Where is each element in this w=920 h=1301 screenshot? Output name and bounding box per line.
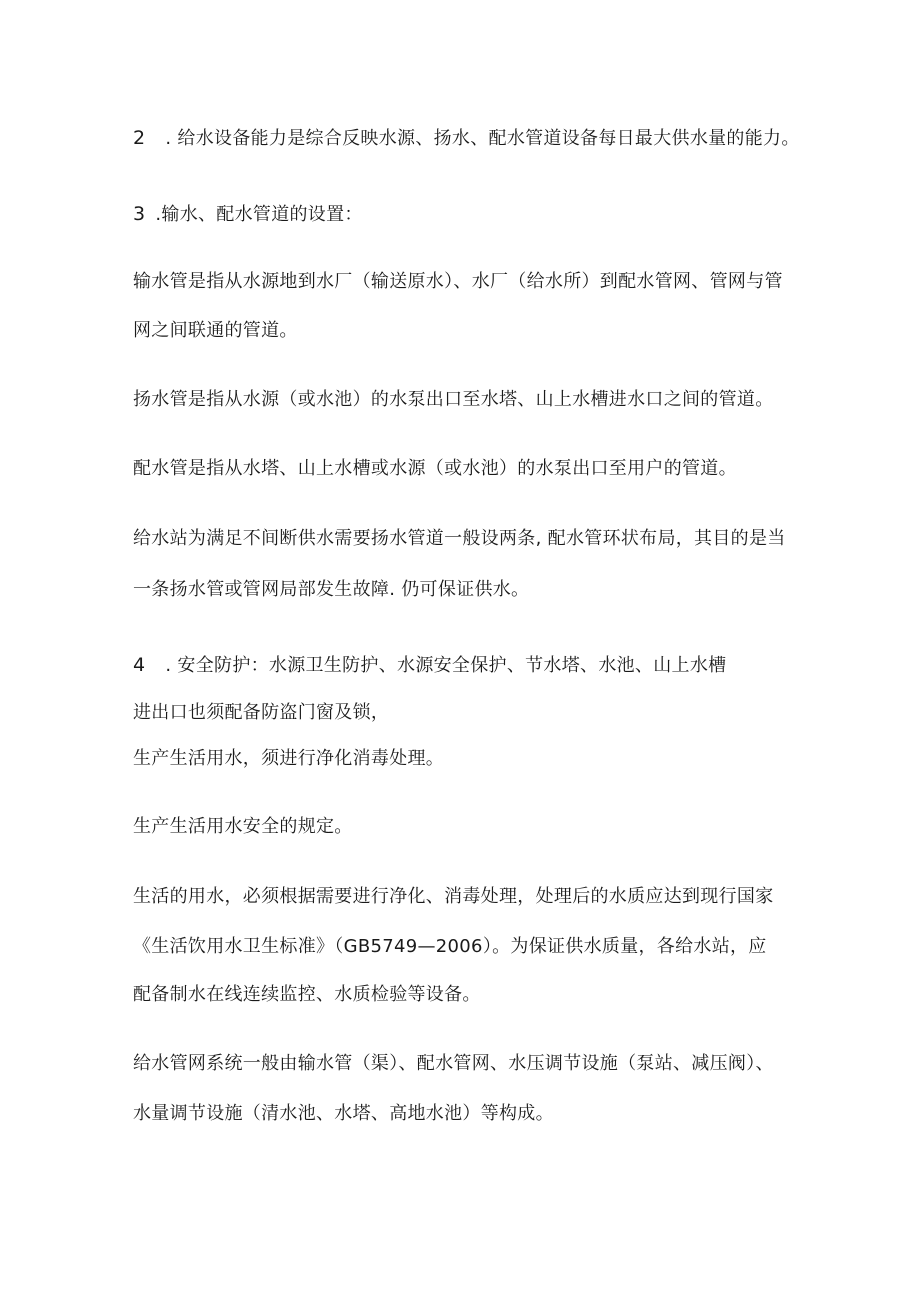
living-water-line-1: 生活的用水，必须根据需要进行净化、消毒处理，处理后的水质应达到现行国家 — [133, 886, 774, 907]
item-2-text: . 给水设备能力是综合反映水源、扬水、配水管道设备每日最大供水量的能力。 — [165, 128, 800, 149]
regulation-title: 生产生活用水安全的规定。 — [133, 816, 353, 837]
network-system-line-2: 水量调节设施（清水池、水塔、高地水池）等构成。 — [133, 1103, 554, 1124]
item-3-number: 3 — [133, 203, 146, 225]
item-2-number: 2 — [133, 127, 146, 149]
item-4-line-1 — [133, 653, 726, 678]
item-4-line-2: 进出口也须配备防盗门窗及锁， — [133, 702, 390, 723]
item-4-number: 4 — [133, 654, 146, 676]
item-3-heading — [133, 202, 363, 227]
distribution-pipe-paragraph: 配水管是指从水塔、山上水槽或水源（或水池）的水泵出口至用户的管道。 — [133, 458, 737, 479]
item-3-text: .输水、配水管道的设置： — [155, 204, 363, 225]
item-2-paragraph — [133, 126, 800, 151]
water-station-line-2: 一条扬水管或管网局部发生故障. 仍可保证供水。 — [133, 579, 530, 600]
lift-pipe-paragraph: 扬水管是指从水源（或水池）的水泵出口至水塔、山上水槽进水口之间的管道。 — [133, 389, 774, 410]
transmission-pipe-line-2: 网之间联通的管道。 — [133, 320, 298, 341]
water-station-line-1: 给水站为满足不间断供水需要扬水管道一般设两条, 配水管环状布局，其目的是当 — [133, 528, 786, 549]
transmission-pipe-line-1: 输水管是指从水源地到水厂（输送原水）、水厂（给水所）到配水管网、管网与管 — [133, 271, 783, 292]
living-water-line-3: 配备制水在线连续监控、水质检验等设备。 — [133, 984, 481, 1005]
item-4-text: . 安全防护：水源卫生防护、水源安全保护、节水塔、水池、山上水槽 — [165, 655, 727, 676]
living-water-line-2: 《生活饮用水卫生标准》（GB5749—2006）。为保证供水质量，各给水站，应 — [133, 936, 767, 957]
network-system-line-1: 给水管网系统一般由输水管（渠）、配水管网、水压调节设施（泵站、减压阀）、 — [133, 1053, 774, 1074]
item-4-line-3: 生产生活用水，须进行净化消毒处理。 — [133, 748, 445, 769]
